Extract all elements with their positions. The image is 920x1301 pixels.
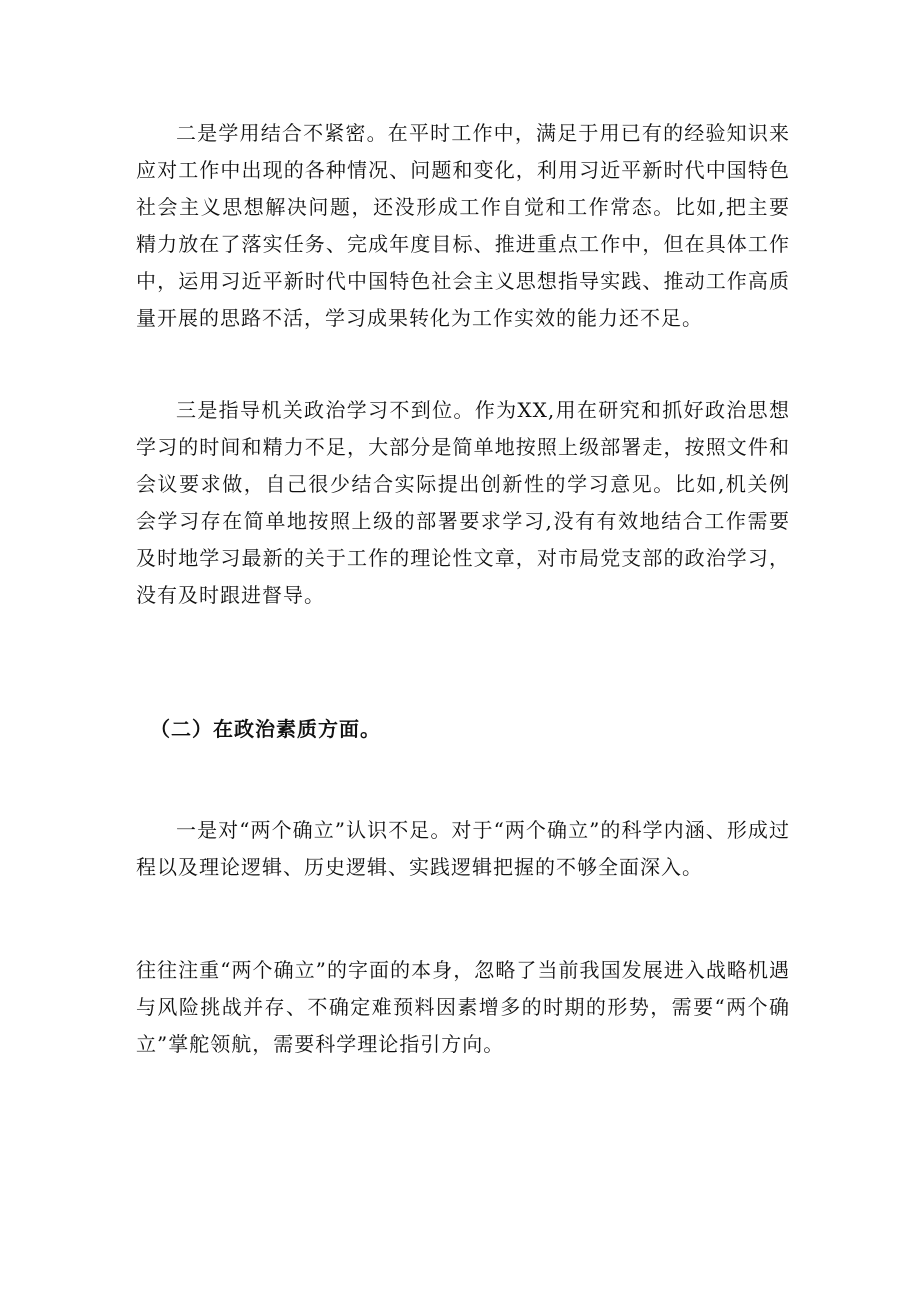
section-heading-political-quality: （二）在政治素质方面。 <box>150 717 381 741</box>
paragraph-political-study-guidance: 三是指导机关政治学习不到位。作为XX,用在研究和抓好政治思想学习的时间和精力不足，大部分是简单地按照上级部署走，按照文件和会议要求做，自己很少结合实际提出创新性的学习意见。比如,机关例会学习存在简单地按照上级的部署要求学习,没有有效地结合工作需要及时地学习最新的关于工作的理论性文章，对市局党支部的政治学习，没有及时跟进督导。 <box>136 398 790 607</box>
paragraph-two-establishments-understanding: 一是对“两个确立”认识不足。对于“两个确立”的科学内涵、形成过程以及理论逻辑、历史逻辑、实践逻辑把握的不够全面深入。 <box>136 818 790 879</box>
paragraph-two-establishments-literal-focus: 往往注重“两个确立”的字面的本身，忽略了当前我国发展进入战略机遇与风险挑战并存、不确定难预料因素增多的时期的形势，需要“两个确立”掌舵领航，需要科学理论指引方向。 <box>136 958 790 1056</box>
paragraph-study-application: 二是学用结合不紧密。在平时工作中，满足于用已有的经验知识来应对工作中出现的各种情况、问题和变化，利用习近平新时代中国特色社会主义思想解决问题，还没形成工作自觉和工作常态。比如,把主要精力放在了落实任务、完成年度目标、推进重点工作中，但在具体工作中，运用习近平新时代中国特色社会主义思想指导实践、推动工作高质量开展的思路不活，学习成果转化为工作实效的能力还不足。 <box>136 121 790 330</box>
